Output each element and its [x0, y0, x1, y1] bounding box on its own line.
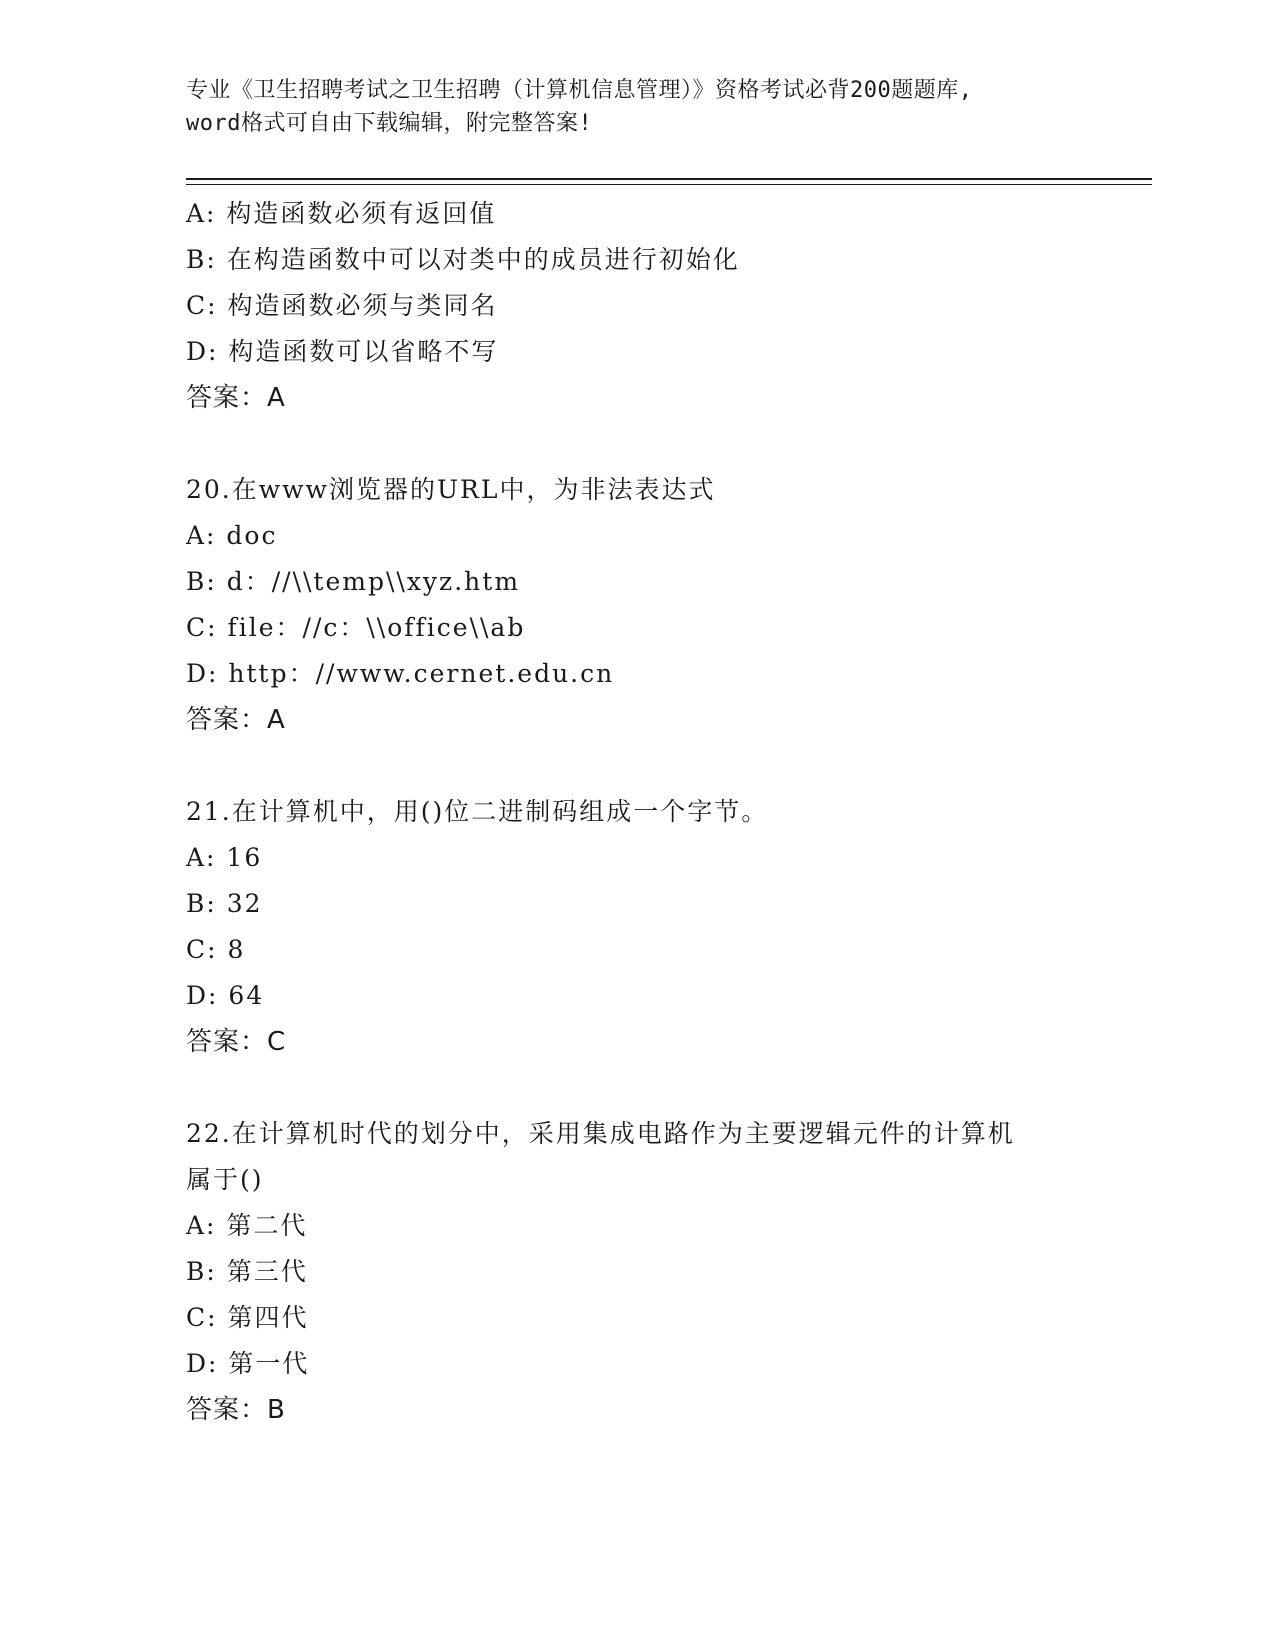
spacer — [186, 1065, 1146, 1111]
option-d: D: 构造函数可以省略不写 — [186, 337, 499, 366]
option-d: D: 64 — [186, 981, 265, 1010]
option-c: C: 构造函数必须与类同名 — [186, 291, 498, 320]
answer: 答案：C — [186, 1027, 287, 1057]
header-title-line-1: 专业《卫生招聘考试之卫生招聘（计算机信息管理）》资格考试必背200题题库, — [186, 78, 973, 103]
option-a: A: doc — [186, 521, 278, 550]
document-header — [186, 74, 1086, 140]
question-text-line-1: 22.在计算机时代的划分中，采用集成电路作为主要逻辑元件的计算机 — [186, 1119, 1015, 1148]
answer: 答案：A — [186, 383, 286, 413]
option-a: A: 第二代 — [186, 1211, 308, 1240]
option-b: B: d：//\\temp\\xyz.htm — [186, 567, 521, 596]
option-d: D: 第一代 — [186, 1349, 310, 1378]
option-a: A: 构造函数必须有返回值 — [186, 199, 497, 228]
header-rule-thin — [186, 184, 1152, 185]
question-22 — [186, 1111, 1146, 1433]
answer: 答案：A — [186, 705, 286, 735]
option-d: D: http：//www.cernet.edu.cn — [186, 659, 615, 688]
option-b: B: 第三代 — [186, 1257, 308, 1286]
option-c: C: 8 — [186, 935, 246, 964]
question-list — [186, 191, 1146, 1433]
option-c: C: file：//c：\\office\\ab — [186, 613, 526, 642]
spacer — [186, 743, 1146, 789]
question-text: 21.在计算机中，用()位二进制码组成一个字节。 — [186, 797, 769, 826]
header-title-line-2: word格式可自由下载编辑，附完整答案! — [186, 111, 593, 136]
option-b: B: 在构造函数中可以对类中的成员进行初始化 — [186, 245, 740, 274]
question-21 — [186, 789, 1146, 1065]
answer: 答案：B — [186, 1395, 286, 1425]
question-text-line-2: 属于() — [186, 1165, 264, 1194]
question-19 — [186, 191, 1146, 421]
question-text: 20.在www浏览器的URL中，为非法表达式 — [186, 475, 716, 504]
header-rule-thick — [186, 178, 1152, 180]
option-b: B: 32 — [186, 889, 263, 918]
option-a: A: 16 — [186, 843, 263, 872]
spacer — [186, 421, 1146, 467]
option-c: C: 第四代 — [186, 1303, 309, 1332]
question-20 — [186, 467, 1146, 743]
